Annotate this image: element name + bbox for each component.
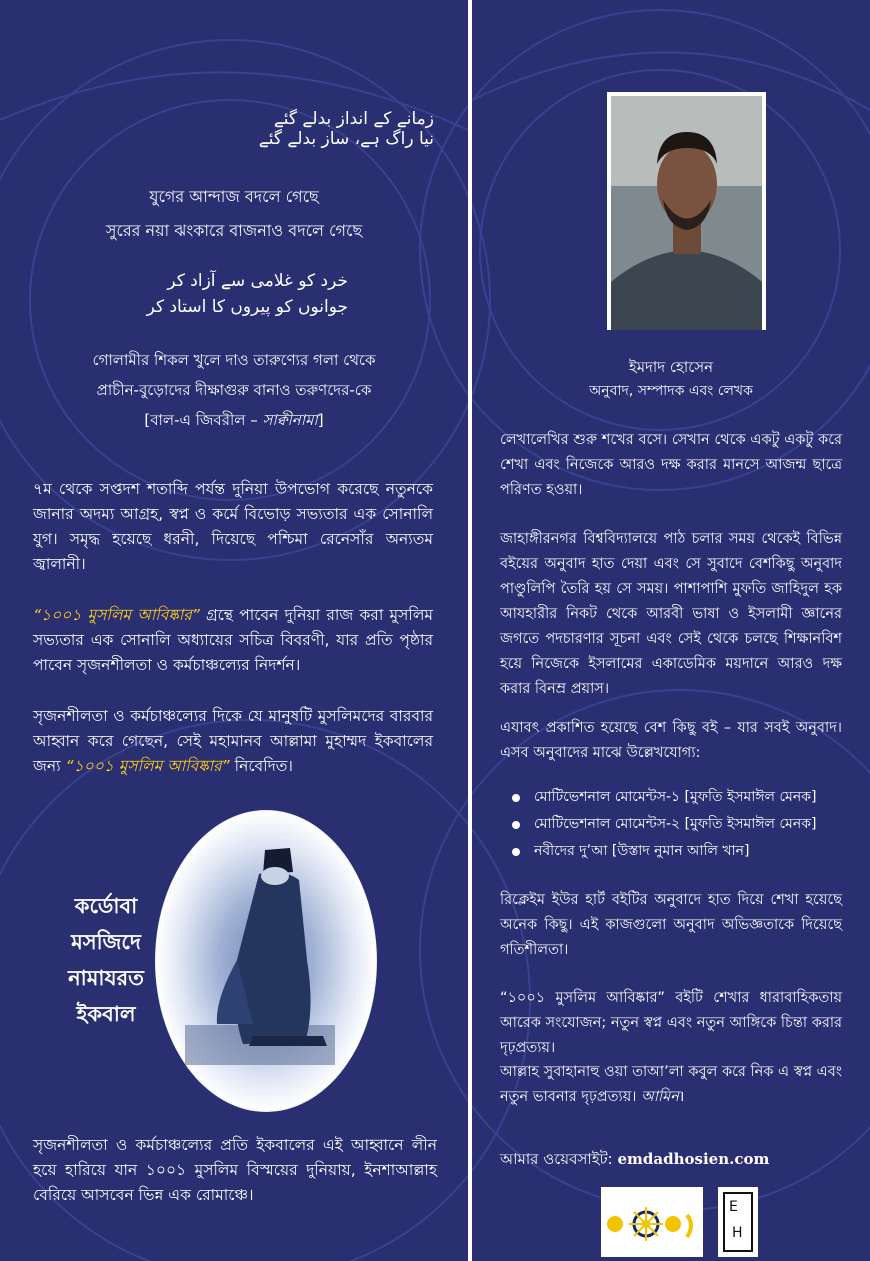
- image-caption-line-1: কর্ডোবা: [74, 894, 138, 918]
- author-logo-graphic: [718, 1187, 758, 1257]
- dedication-book-title: “১০০১ মুসলিম আবিষ্কার”: [65, 757, 230, 775]
- bangla-verse-1-line-1: যুগের আন্দাজ বদলে গেছে: [149, 187, 319, 206]
- author-role: অনুবাদ, সম্পাদক এবং লেখক: [589, 383, 753, 399]
- website-line: [500, 1148, 769, 1173]
- verse-source: [0, 405, 468, 435]
- prayer-amen: আমিন: [641, 1089, 679, 1105]
- bangla-verse-2-line-2: প্রাচীন-বুড়োদের দীক্ষাগুরু বানাও তরুণদের-কে: [96, 381, 372, 399]
- book-item-2: মোটিভেশনাল মোমেন্টস-২ [মুফতি ইসমাঈল মেনক]: [534, 816, 817, 832]
- dedication-paragraph: [33, 704, 433, 779]
- urdu-verse-2: [147, 268, 348, 320]
- author-portrait: [607, 92, 766, 330]
- bullet-icon: [512, 821, 520, 829]
- book-paragraph-text: গ্রন্থে পাবেন দুনিয়া রাজ করা মুসলিম সভ্যতার এক সোনালি অধ্যায়ের সচিত্র বিবরণী, যার প্রতি পৃষ্ঠার পাবেন সৃজনশীলতা ও কর্মচাঞ্চল্যের নিদর্শন।: [33, 606, 433, 674]
- bangla-verse-2: [0, 345, 468, 435]
- right-panel: [472, 0, 870, 1261]
- bio-paragraph-1: লেখালেখির শুরু শখের বসে। সেখান থেকে একটু একটু করে শেখা এবং নিজেকে আরও দক্ষ করার মানসে আজন্ম ছাত্রে পরিণত হওয়া।: [500, 432, 842, 498]
- translated-books-list: [512, 784, 852, 865]
- book-logo-graphic: [601, 1187, 703, 1257]
- author-logo: [718, 1187, 758, 1257]
- iqbal-praying-image: [155, 810, 377, 1112]
- bio-paragraph-3: এযাবৎ প্রকাশিত হয়েছে বেশ কিছু বই – যার সবই অনুবাদ। এসব অনুবাদের মাঝে উল্লেখযোগ্য:: [500, 720, 842, 761]
- author-photo: [607, 92, 766, 330]
- verse-source-suffix: ]: [317, 411, 324, 429]
- image-caption: [54, 888, 158, 1032]
- dedication-text-end: নিবেদিত।: [229, 757, 293, 775]
- book-title-highlight: “১০০১ মুসলিম আবিষ্কার”: [33, 606, 200, 624]
- list-item: [512, 811, 852, 838]
- list-item: [512, 838, 852, 865]
- bio-paragraph-6: [500, 1060, 842, 1110]
- bio-paragraph-4: রিক্লেইম ইউর হার্ট বইটির অনুবাদে হাত দিয়ে শেখা হয়েছে অনেক কিছু। এই কাজগুলো অনুবাদ অভিজ্ঞতাকে দিয়েছে গতিশীলতা।: [500, 892, 842, 958]
- bangla-verse-1: [0, 180, 468, 248]
- bullet-icon: [512, 848, 520, 856]
- author-name: ইমদাদ হোসেন: [628, 358, 714, 376]
- dedication-text-start: সৃজনশীলতা ও কর্মচাঞ্চল্যের দিকে যে মানুষটি মুসলিমদের বারবার আহ্বান করে গেছেন, সেই মহামানব আল্লামা মুহাম্মদ ইকবালের জন্য: [33, 707, 433, 775]
- bullet-icon: [512, 794, 520, 802]
- book-paragraph: [33, 603, 433, 678]
- book-logo: [601, 1187, 703, 1257]
- iqbal-figure-illustration: [155, 810, 377, 1112]
- list-item: [512, 784, 852, 811]
- prayer-end: ।: [678, 1089, 685, 1105]
- verse-source-prefix: [বাল-এ জিবরীল –: [144, 411, 263, 429]
- urdu-verse-1-line-2: نیا راگ ہے، ساز بدلے گئے: [258, 129, 434, 149]
- urdu-verse-1: [259, 109, 434, 149]
- verse-source-book: সাক্বীনামা: [262, 411, 318, 429]
- bangla-verse-2-line-1: গোলামীর শিকল খুলে দাও তারুণ্যের গলা থেকে: [92, 351, 376, 369]
- website-link[interactable]: emdadhosien.com: [617, 1150, 770, 1168]
- svg-text:H: H: [732, 1225, 743, 1241]
- bio-paragraph-2: জাহাঙ্গীরনগর বিশ্ববিদ্যালয়ে পাঠ চলার সময় থেকেই বিভিন্ন বইয়ের অনুবাদ হাত দেয়া এবং সে সুবাদে বেশকিছু অনুবাদ পাণ্ডুলিপি তৈরি হয় সে সময়। পাশাপাশি মুফতি জাহিদুল হক আযহারীর নিকট থেকে আরবী ভাষা ও ইসলামী জ্ঞানের জগতে পদচারণার সূচনা এবং সেই থেকে চলছে শিক্ষানবিশ হয়ে নিজেকে ইসলামের একাডেমিক ময়দানে আরও দক্ষ করার বিনম্র প্রয়াস।: [500, 531, 842, 697]
- website-label: আমার ওয়েবসাইট:: [500, 1150, 618, 1168]
- book-item-3: নবীদের দু’আ [উস্তাদ নুমান আলি খান]: [534, 843, 750, 859]
- urdu-verse-1-line-1: زمانے کے انداز بدلے گئے: [273, 109, 434, 129]
- bio-paragraph-5: “১০০১ মুসলিম আবিষ্কার” বইটি শেখার ধারাবাহিকতায় আরেক সংযোজন; নতুন স্বপ্ন এবং নতুন আঙ্গিকে চিন্তা করার দৃঢ়প্রত্যয়।: [500, 990, 842, 1056]
- urdu-verse-2-line-1: خرد کو غلامی سے آزاد کر: [167, 271, 348, 291]
- image-caption-line-3: নামাযরত: [68, 966, 144, 990]
- closing-paragraph: সৃজনশীলতা ও কর্মচাঞ্চল্যের প্রতি ইকবালের এই আহ্বানে লীন হয়ে হারিয়ে যান ১০০১ মুসলিম বিস্ময়ের দুনিয়ায়, ইনশাআল্লাহ বেরিয়ে আসবেন ভিন্ন এক রোমাঞ্চে।: [33, 1136, 437, 1204]
- prayer-text: আল্লাহ সুবাহানাহু ওয়া তাআ’লা কবুল করে নিক এ স্বপ্ন এবং নতুন ভাবনার দৃঢ়প্রত্যয়।: [500, 1064, 843, 1105]
- bangla-verse-1-line-2: সুরের নয়া ঝংকারে বাজনাও বদলে গেছে: [105, 221, 363, 240]
- urdu-verse-2-line-2: جوانوں کو پیروں کا استاد کر: [146, 297, 348, 317]
- svg-text:E: E: [729, 1199, 738, 1215]
- book-item-1: মোটিভেশনাল মোমেন্টস-১ [মুফতি ইসমাঈল মেনক]: [534, 789, 817, 805]
- image-caption-line-4: ইকবাল: [76, 1002, 136, 1026]
- image-caption-line-2: মসজিদে: [71, 930, 141, 954]
- intro-paragraph: ৭ম থেকে সপ্তদশ শতাব্দি পর্যন্ত দুনিয়া উপভোগ করেছে নতুনকে জানার অদম্য আগ্রহ, স্বপ্ন ও কর্মে বিভোড় সভ্যতার এক সোনালি যুগ। সমৃদ্ধ হয়েছে ধরনী, দিয়েছে পশ্চিমা রেনেসাঁর অন্যতম জ্বালানী।: [33, 480, 433, 573]
